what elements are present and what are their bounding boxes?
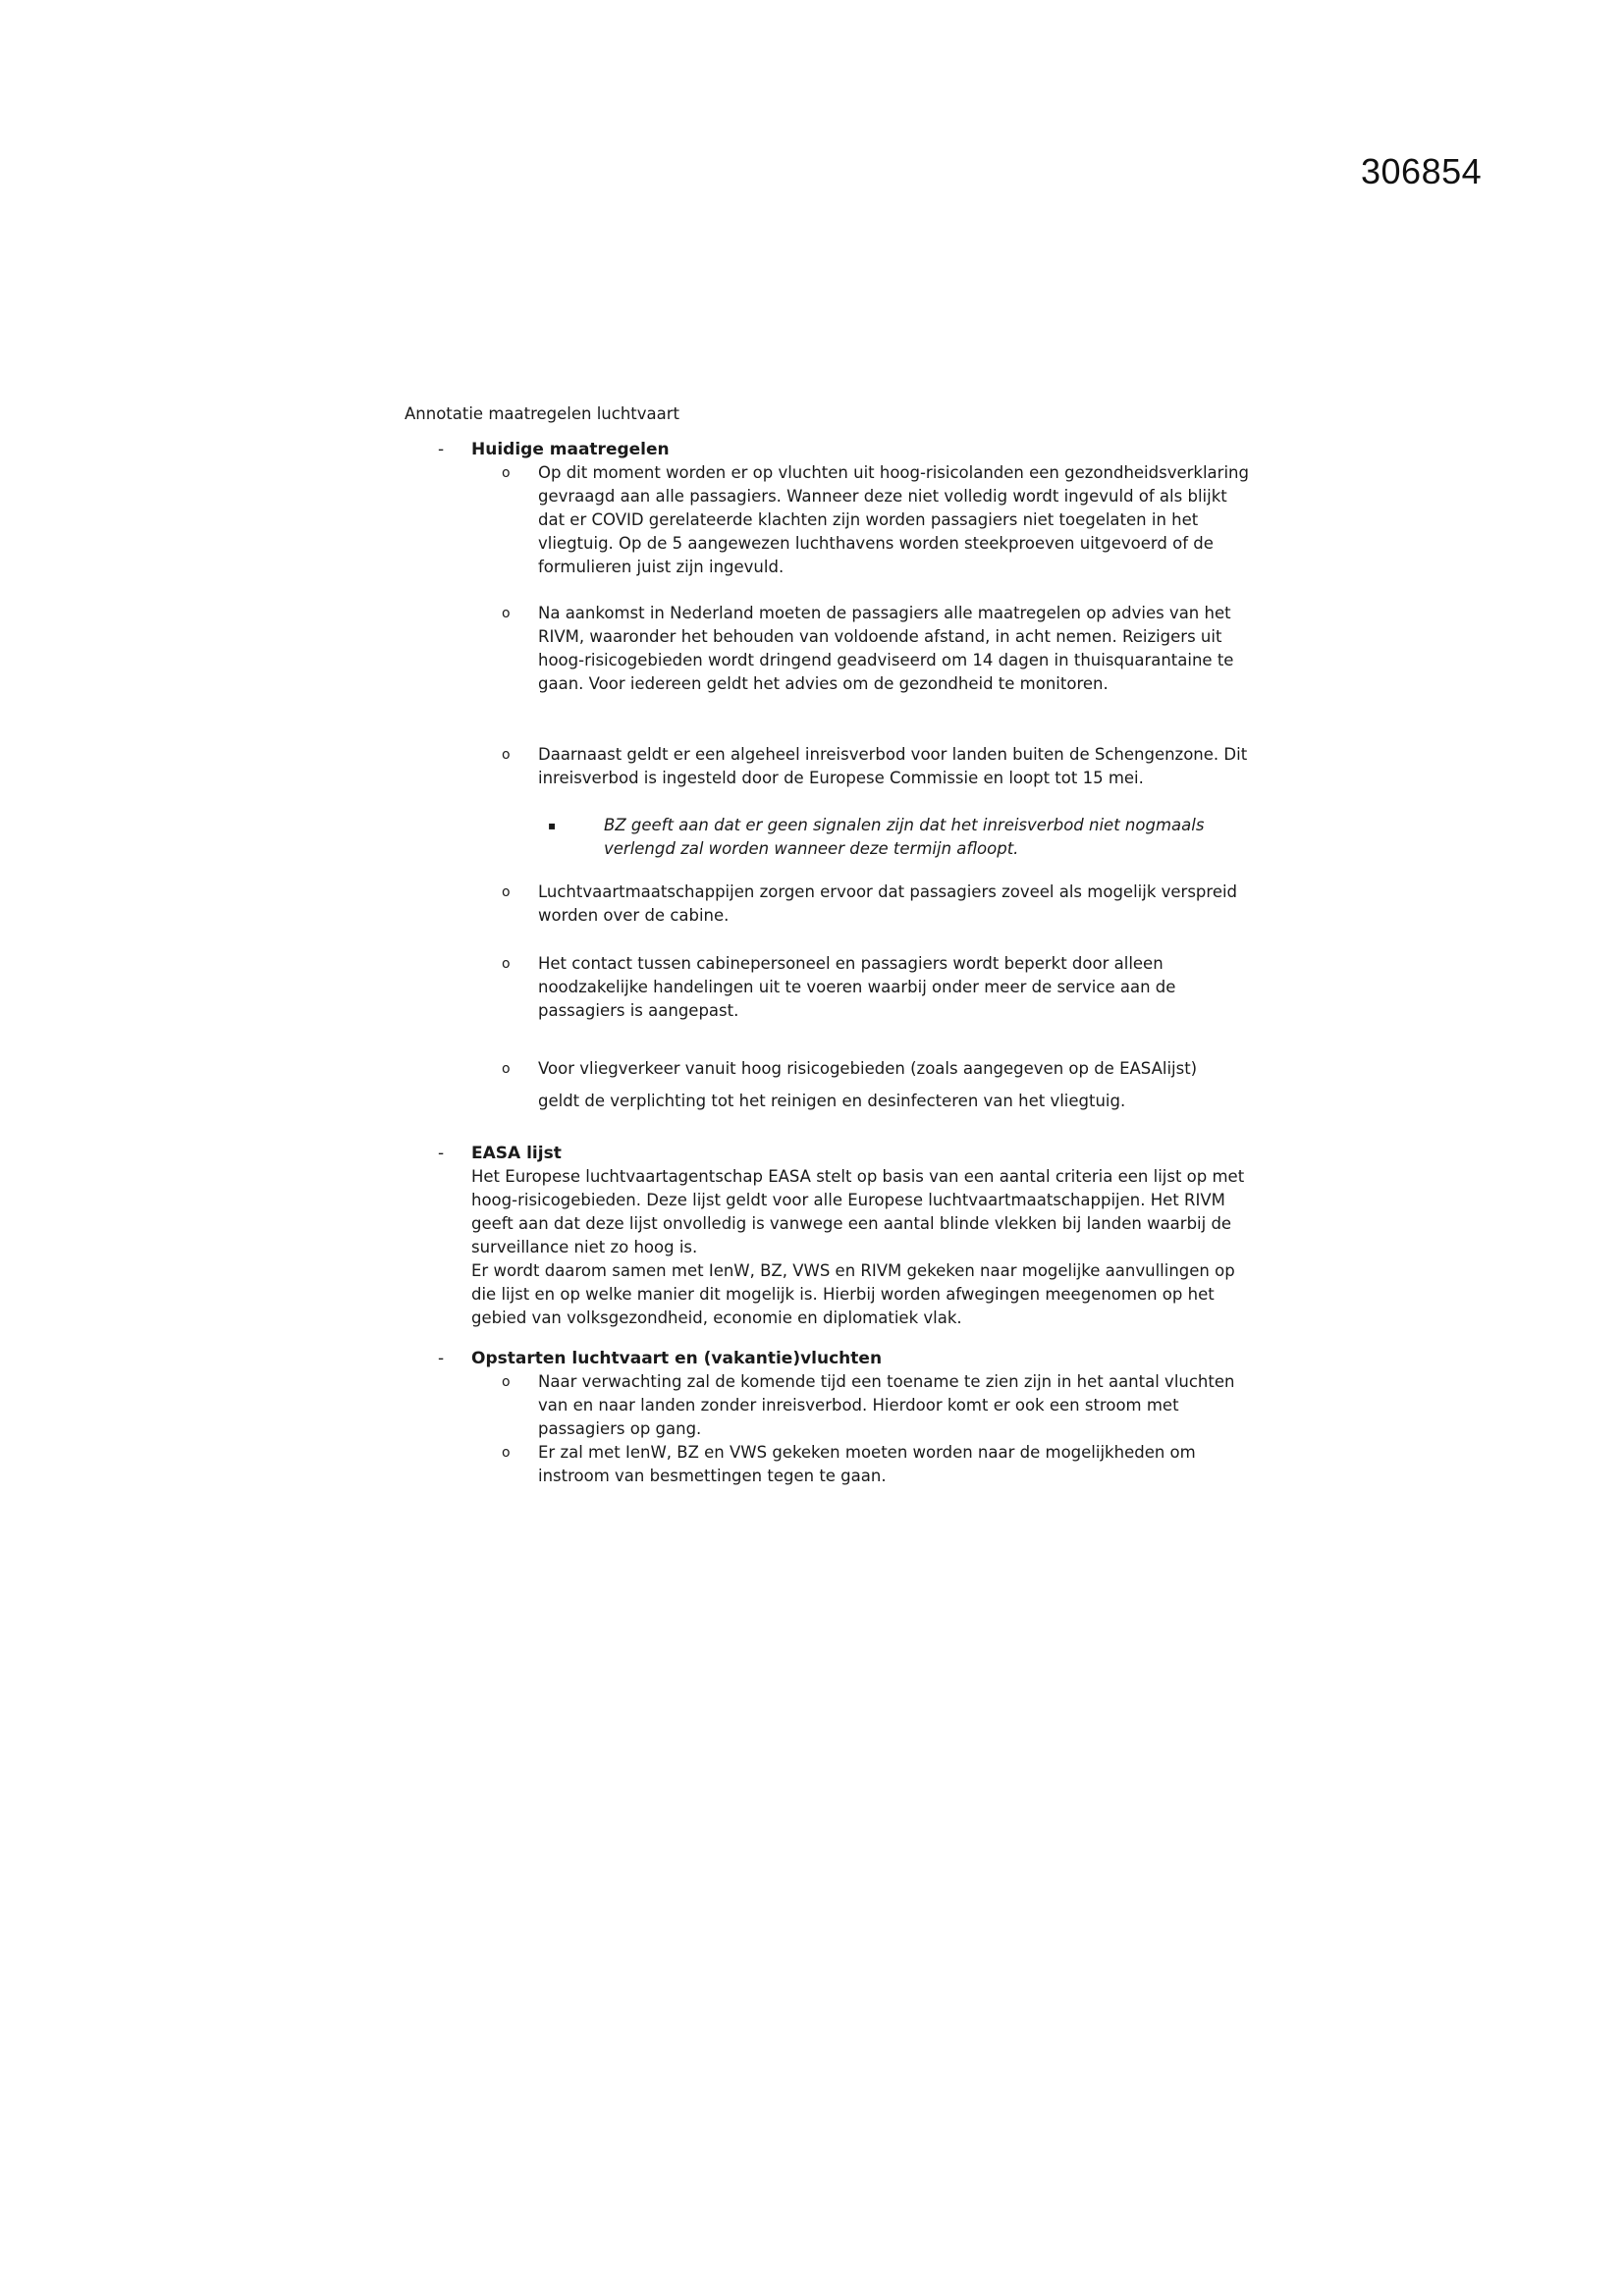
bullet-square-icon: ▪: [548, 819, 557, 832]
bullet-text: Er zal met IenW, BZ en VWS gekeken moeten worden naar de mogelijkheden om instroom van besmettingen tegen te gaan.: [538, 1443, 1196, 1485]
bullet-circle-icon: o: [502, 747, 511, 763]
document-number: 306854: [1361, 151, 1483, 191]
bullet-circle-icon: o: [502, 884, 511, 900]
bullet-text: Daarnaast geldt er een algeheel inreisverbod voor landen buiten de Schengenzone. Dit inreisverbod is ingesteld door de Europese Commissie en loopt tot 15 mei.: [538, 745, 1248, 787]
bullet-text: Naar verwachting zal de komende tijd een toename te zien zijn in het aantal vluchten van en naar landen zonder inreisverbod. Hierdoor komt er ook een stroom met passagiers op gang.: [538, 1372, 1235, 1438]
bullet-text: Na aankomst in Nederland moeten de passagiers alle maatregelen op advies van het RIVM, waaronder het behouden van voldoende afstand, in acht nemen. Reizigers uit hoog-risicogebieden wordt dringend geadviseerd om 14 dagen in thuisquarantaine te gaan. Voor iedereen geldt het advies om de gezondheid te monitoren.: [538, 604, 1234, 693]
bullet-circle-icon: o: [502, 465, 511, 481]
section-dash: -: [438, 440, 445, 459]
section-paragraph: Het Europese luchtvaartagentschap EASA stelt op basis van een aantal criteria een lijst op met hoog-risicogebieden. Deze lijst geldt voor alle Europese luchtvaartmaatschappijen. Het RIVM geeft aan dat deze lijst onvolledig is vanwege een aantal blinde vlekken bij landen waarbij de surveillance niet zo hoog is.: [471, 1167, 1245, 1256]
document-title: Annotatie maatregelen luchtvaart: [405, 404, 680, 423]
bullet-text: Luchtvaartmaatschappijen zorgen ervoor dat passagiers zoveel als mogelijk verspreid worden over de cabine.: [538, 882, 1238, 925]
section-heading: Huidige maatregelen: [471, 440, 670, 459]
section-dash: -: [438, 1144, 445, 1163]
bullet-circle-icon: o: [502, 1374, 511, 1390]
section-paragraph: Er wordt daarom samen met IenW, BZ, VWS en RIVM gekeken naar mogelijke aanvullingen op die lijst en op welke manier dit mogelijk is. Hierbij worden afwegingen meegenomen op het gebied van volksgezondheid, economie en diplomatiek vlak.: [471, 1261, 1235, 1327]
bullet-circle-icon: o: [502, 1061, 511, 1077]
section-heading: Opstarten luchtvaart en (vakantie)vluchten: [471, 1349, 883, 1368]
bullet-text: Het contact tussen cabinepersoneel en passagiers wordt beperkt door alleen noodzakelijke handelingen uit te voeren waarbij onder meer de service aan de passagiers is aangepast.: [538, 954, 1176, 1020]
section-heading: EASA lijst: [471, 1144, 562, 1163]
bullet-text-line1: Voor vliegverkeer vanuit hoog risicogebieden (zoals aangegeven op de EASAlijst): [538, 1059, 1198, 1078]
bullet-circle-icon: o: [502, 1445, 511, 1461]
section-dash: -: [438, 1349, 445, 1368]
bullet-circle-icon: o: [502, 956, 511, 972]
sub-bullet-text: BZ geeft aan dat er geen signalen zijn dat het inreisverbod niet nogmaals verlengd zal worden wanneer deze termijn afloopt.: [604, 816, 1205, 858]
bullet-circle-icon: o: [502, 606, 511, 621]
bullet-text-line2: geldt de verplichting tot het reinigen en desinfecteren van het vliegtuig.: [538, 1092, 1126, 1110]
bullet-text: Op dit moment worden er op vluchten uit hoog-risicolanden een gezondheidsverklaring gevraagd aan alle passagiers. Wanneer deze niet volledig wordt ingevuld of als blijkt dat er COVID gerelateerde klachten zijn worden passagiers niet toegelaten in het vliegtuig. Op de 5 aangewezen luchthavens worden steekproeven uitgevoerd of de formulieren juist zijn ingevuld.: [538, 463, 1249, 576]
